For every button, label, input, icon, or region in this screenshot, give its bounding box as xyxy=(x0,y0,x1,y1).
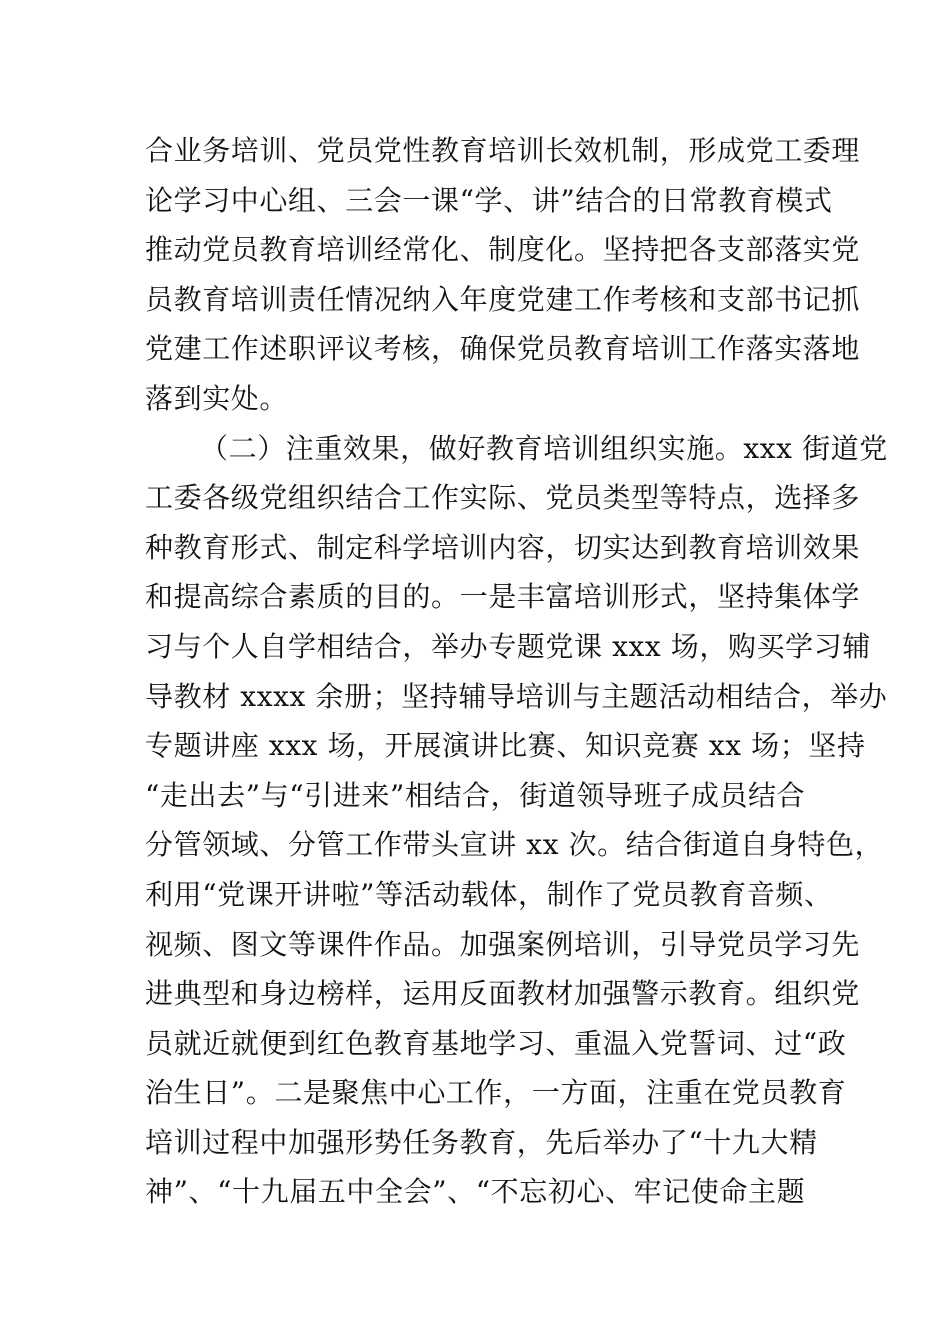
text-line: 推动党员教育培训经常化、制度化。坚持把各支部落实党 xyxy=(145,233,861,267)
text-line: 和提高综合素质的目的。一是丰富培训形式，坚持集体学 xyxy=(145,580,861,614)
text-line: 神”、“十九届五中全会”、“不忘初心、牢记使命主题 xyxy=(145,1175,806,1209)
text-line: 专题讲座 xxx 场，开展演讲比赛、知识竞赛 xx 场；坚持 xyxy=(145,729,866,763)
text-line: 视频、图文等课件作品。加强案例培训，引导党员学习先 xyxy=(145,927,861,961)
text-line: “走出去”与“引进来”相结合，街道领导班子成员结合 xyxy=(145,778,806,812)
text-line: 种教育形式、制定科学培训内容，切实达到教育培训效果 xyxy=(145,530,861,564)
text-line: 习与个人自学相结合，举办专题党课 xxx 场，购买学习辅 xyxy=(145,629,871,663)
text-line: 导教材 xxxx 余册；坚持辅导培训与主题活动相结合，举办 xyxy=(145,679,888,713)
text-line: 员教育培训责任情况纳入年度党建工作考核和支部书记抓 xyxy=(145,282,861,316)
text-line: 培训过程中加强形势任务教育，先后举办了“十九大精 xyxy=(145,1125,818,1159)
text-line: 员就近就便到红色教育基地学习、重温入党誓词、过“政 xyxy=(145,1026,847,1060)
text-line: 分管领域、分管工作带头宣讲 xx 次。结合街道自身特色， xyxy=(145,828,884,862)
text-line: 工委各级党组织结合工作实际、党员类型等特点，选择多 xyxy=(145,481,861,515)
text-line: 合业务培训、党员党性教育培训长效机制，形成党工委理 xyxy=(145,134,861,167)
text-line: 利用“党课开讲啦”等活动载体，制作了党员教育音频、 xyxy=(145,877,833,911)
text-line: 党建工作述职评议考核，确保党员教育培训工作落实落地 xyxy=(145,332,861,366)
text-line: 落到实处。 xyxy=(145,381,289,415)
section-heading-line: （二）注重效果，做好教育培训组织实施。xxx 街道党 xyxy=(200,431,888,465)
text-line: 论学习中心组、三会一课“学、讲”结合的日常教育模式 xyxy=(145,183,833,217)
text-line: 治生日”。二是聚焦中心工作，一方面，注重在党员教育 xyxy=(145,1076,847,1110)
body-text xyxy=(145,126,888,1217)
text-line: 进典型和身边榜样，运用反面教材加强警示教育。组织党 xyxy=(145,977,861,1011)
